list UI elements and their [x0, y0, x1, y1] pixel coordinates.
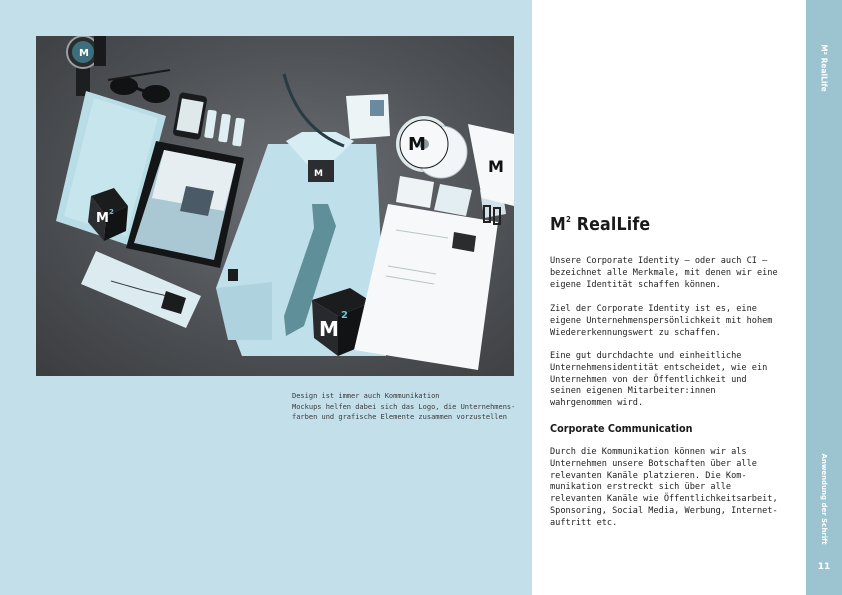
title-m: M — [550, 214, 566, 235]
paragraph-line: Unternehmen von der Öffentlichkeit und — [550, 374, 747, 385]
text-page — [532, 0, 806, 595]
paragraph-line: munikation erstreckt sich über alle — [550, 482, 732, 493]
paragraph-communication — [550, 447, 778, 530]
sidebar-section-label: Anwendung der Schrift — [820, 453, 828, 545]
caption-line: farben und grafische Elemente zusammen vorzustellen — [292, 413, 507, 421]
paragraph-line: eigene Identität schaffen können. — [550, 279, 721, 290]
sidebar-section-wrap — [816, 452, 832, 546]
id-badge — [346, 94, 390, 139]
paragraph-line: Unternehmen unsere Botschaften über alle — [550, 458, 757, 469]
paragraph-line: relevanten Kanäle platzieren. Die Kom- — [550, 470, 747, 481]
title-rest: RealLife — [571, 214, 651, 235]
paragraph-line: eigene Unternehmenspersönlichkeit mit hohem — [550, 315, 773, 326]
paragraph-line: Sponsoring, Social Media, Werbung, Internet- — [550, 505, 778, 516]
svg-text:M: M — [319, 317, 339, 341]
paragraph-line: Wiedererkennungswert zu schaffen. — [550, 327, 721, 338]
paragraph-line: relevanten Kanäle wie Öffentlichkeitsarbeit, — [550, 494, 778, 505]
watch-icon — [67, 36, 106, 96]
sidebar-title-wrap — [816, 38, 832, 98]
page-title — [550, 214, 650, 235]
svg-text:M: M — [488, 157, 504, 176]
paragraph-intro — [550, 256, 778, 291]
svg-text:M: M — [314, 169, 323, 179]
page-number: 11 — [817, 562, 831, 572]
cd-mockup — [396, 116, 467, 178]
sidebar-title: M² RealLife — [819, 44, 829, 92]
svg-text:M: M — [96, 211, 109, 226]
caption-line: Mockups helfen dabei sich das Logo, die Unternehmens- — [292, 402, 516, 411]
paragraph-line: Unternehmensidentität entscheidet, wie ein — [550, 362, 768, 373]
caption-line: Design ist immer auch Kommunikation — [292, 392, 440, 400]
sidebar-tab — [806, 0, 842, 595]
svg-text:2: 2 — [341, 310, 348, 321]
paragraph-goal — [550, 304, 772, 339]
svg-text:M: M — [408, 134, 426, 155]
stationery-mockup-photo — [36, 36, 514, 376]
paragraph-line: Ziel der Corporate Identity ist es, eine — [550, 304, 757, 314]
envelope-mockup — [81, 251, 201, 328]
paragraph-line: auftritt etc. — [550, 517, 618, 528]
svg-text:M: M — [79, 48, 89, 59]
mockup-illustration — [36, 36, 514, 376]
paragraph-line: wahrgenommen wird. — [550, 398, 644, 409]
paragraph-line: Unsere Corporate Identity – oder auch CI – — [550, 256, 768, 266]
usb-sticks — [204, 110, 245, 147]
paragraph-line: bezeichnet alle Merkmale, mit denen wir eine — [550, 267, 778, 278]
svg-text:2: 2 — [109, 208, 114, 216]
paragraph-line: Durch die Kommunikation können wir als — [550, 447, 747, 457]
paragraph-line: seinen eigenen Mitarbeiter:innen — [550, 386, 716, 397]
title-superscript: 2 — [565, 215, 572, 224]
paragraph-identity — [550, 351, 767, 410]
image-caption — [292, 391, 516, 423]
sunglasses-icon — [108, 70, 170, 103]
paragraph-line: Eine gut durchdachte und einheitliche — [550, 351, 742, 361]
section-subheading: Corporate Communication — [550, 423, 693, 435]
